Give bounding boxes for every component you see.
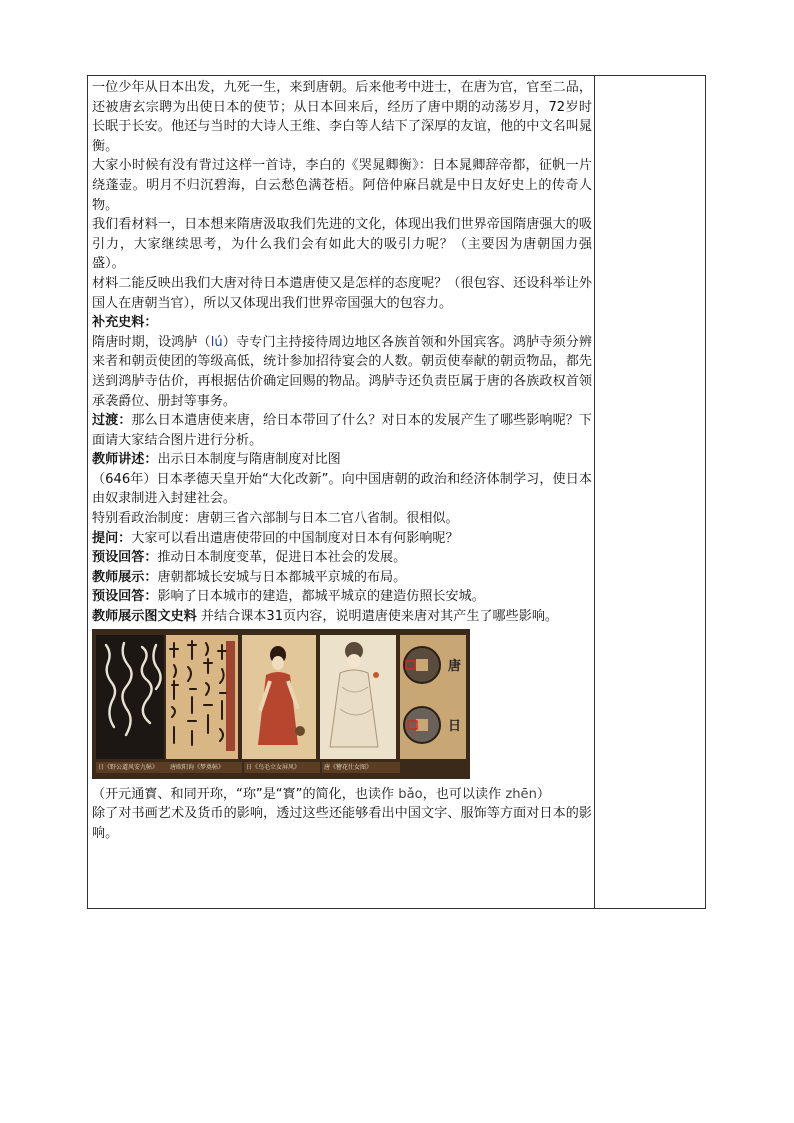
paragraph-taika-reform: （646年）日本孝德天皇开始“大化改新”。向中国唐朝的政治和经济体制学习，使日本由奴隶制进入封建社会。 (92, 471, 592, 507)
supplement-label: 补充史料： (92, 315, 158, 331)
figure-caption-3: 日《鸟毛立女屏风》 (244, 762, 320, 773)
paragraph-coin-note: （开元通寳、和同开珎，“珎”是“寳”的简化，也读作 bǎo，也可以读作 zhēn） (92, 786, 550, 802)
paragraph-political-system: 特别看政治制度：唐朝三省六部制与日本二官八省制。很相似。 (92, 511, 459, 527)
figure-caption-2: 唐欧阳询《梦奠帖》 (168, 762, 242, 773)
paragraph-honglu-temple: 隋唐时期，设鸿胪（lú）寺专门主持接待周边地区各族首领和外国宾客。鸿胪寺须分辨来者和朝贡使团的等级高低，统计参加招待宴会的人数。朝贡使奉献的朝贡物品，都先送到鸿胪寺估价，再根据估价确定回赐的物品。鸿胪寺还负责臣属于唐的各族政权首领承袭爵位、册封等事务。 (92, 334, 592, 409)
paragraph-conclusion: 除了对书画艺术及货币的影响，透过这些还能够看出中国文字、服饰等方面对日本的影响。 (92, 806, 592, 841)
calligraphy-image-2 (166, 635, 238, 759)
paragraph-teacher-show-materials: 教师展示图文史料 并结合课本31页内容，说明遣唐使来唐对其产生了哪些影响。 (92, 609, 559, 625)
column-divider (594, 76, 595, 908)
comparison-figure (92, 629, 470, 779)
paragraph-expected-answer-1: 预设回答：推动日本制度变革，促进日本社会的发展。 (92, 550, 407, 566)
paragraph-story: 一位少年从日本出发，九死一生，来到唐朝。后来他考中进士，在唐为官，官至二品，还被唐玄宗聘为出使日本的使节；从日本回来后，经历了唐中期的动荡岁月，72岁时长眠于长安。他还与当时的大诗人王维、李白等人结下了深厚的友谊，他的中文名叫晁衡。 (92, 80, 592, 154)
paragraph-teacher-narration: 教师讲述：出示日本制度与隋唐制度对比图 (92, 452, 341, 468)
calligraphy-image-1 (96, 635, 164, 759)
coins-image (400, 635, 466, 759)
paragraph-poem: 大家小时候有没有背过这样一首诗，李白的《哭晁卿衡》：日本晁卿辞帝都，征帆一片绕蓬壶。明月不归沉碧海，白云愁色满苍梧。阿倍仲麻吕就是中日友好史上的传奇人物。 (92, 158, 592, 213)
paragraph-question: 提问：大家可以看出遣唐使带回的中国制度对日本有何影响呢？ (92, 530, 459, 546)
figure-caption-1: 日《野公道风安九帖》 (96, 762, 168, 773)
paragraph-expected-answer-2: 预设回答：影响了日本城市的建造，都城平城京的建造仿照长安城。 (92, 589, 485, 605)
coin-label-japan: 日 (448, 718, 462, 734)
lesson-table (87, 75, 706, 909)
paragraph-material-one: 我们看材料一，日本想来隋唐汲取我们先进的文化，体现出我们世界帝国隋唐强大的吸引力，大家继续思考，为什么我们会有如此大的吸引力呢？（主要因为唐朝国力强盛）。 (92, 217, 592, 272)
paragraph-material-two: 材料二能反映出我们大唐对待日本遣唐使又是怎样的态度呢？（很包容、还设科举让外国人在唐朝当官），所以又体现出我们世界帝国强大的包容力。 (92, 275, 592, 311)
painting-lady-japan (242, 635, 316, 759)
lesson-content-cell (92, 78, 592, 843)
paragraph-teacher-show: 教师展示：唐朝都城长安城与日本都城平京城的布局。 (92, 569, 407, 585)
coin-label-tang: 唐 (448, 658, 462, 674)
figure-caption-4: 唐《簪花仕女图》 (322, 762, 400, 773)
paragraph-transition: 过渡：那么日本遣唐使来唐，给日本带回了什么？对日本的发展产生了哪些影响呢？下面请大家结合图片进行分析。 (92, 413, 593, 448)
painting-lady-tang (320, 635, 396, 759)
